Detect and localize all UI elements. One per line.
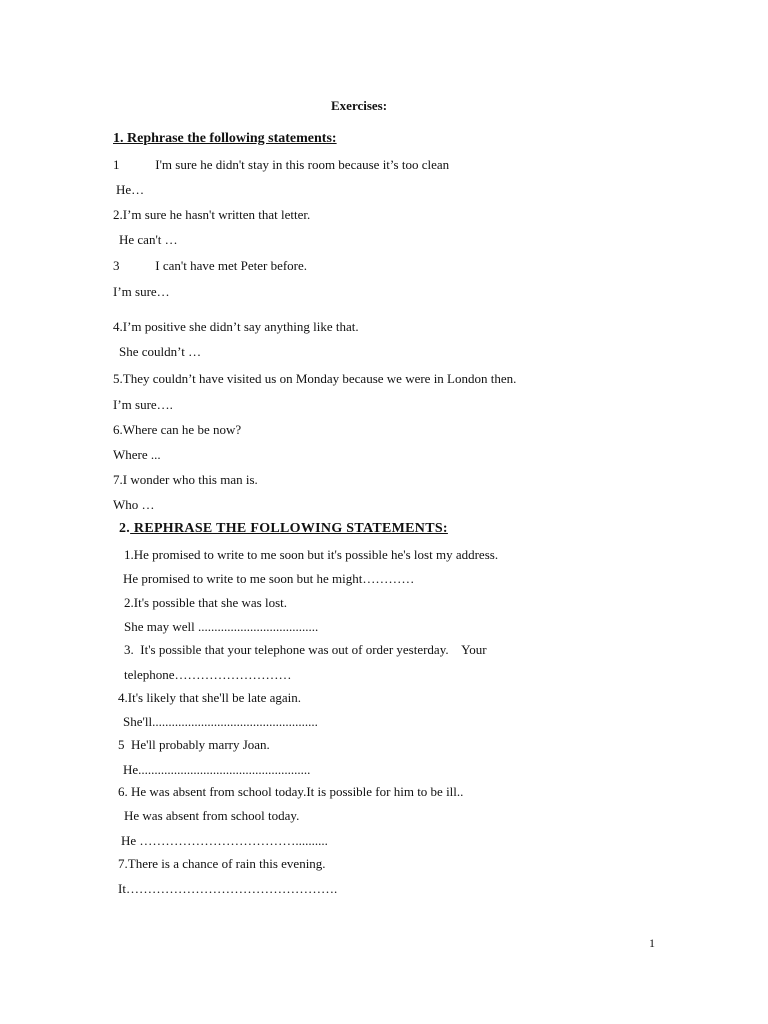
exercise-line: 1.He promised to write to me soon but it's possible he's lost my address. [124, 547, 499, 562]
exercise-line: He promised to write to me soon but he might………… [123, 571, 415, 586]
exercise-line: 1 I'm sure he didn't stay in this room because it’s too clean [113, 157, 450, 172]
section-1-heading: 1. Rephrase the following statements: [113, 131, 337, 146]
section-2-heading [119, 521, 448, 537]
section-2-heading-number: 2. [119, 521, 131, 536]
exercise-line: 5.They couldn’t have visited us on Monday because we were in London then. [113, 371, 517, 386]
exercise-line: 3. It's possible that your telephone was out of order yesterday. Your [124, 642, 487, 657]
exercise-line: 4.I’m positive she didn’t say anything like that. [113, 319, 359, 334]
page-title: Exercises: [331, 98, 388, 113]
section-2-heading-text: REPHRASE THE FOLLOWING STATEMENTS: [130, 521, 448, 536]
exercise-line: He was absent from school today. [124, 808, 300, 823]
exercise-line: 2.It's possible that she was lost. [124, 595, 288, 610]
exercise-line: It…………………………………………. [118, 881, 338, 896]
exercise-line: 2.I’m sure he hasn't written that letter. [113, 207, 311, 222]
exercise-line: I’m sure… [113, 284, 170, 299]
exercise-line: She'll................................................... [123, 714, 318, 729]
exercise-line: Who … [113, 497, 155, 512]
exercise-line: He can't … [119, 232, 178, 247]
exercise-line: He ……………………………….......... [121, 833, 328, 848]
exercise-line: 3 I can't have met Peter before. [113, 258, 308, 273]
exercise-line: telephone……………………… [124, 667, 292, 682]
exercise-line: 6. He was absent from school today.It is possible for him to be ill.. [118, 784, 464, 799]
exercise-line: I’m sure…. [113, 397, 173, 412]
exercise-line: Where ... [113, 447, 161, 462]
exercise-line: 5 He'll probably marry Joan. [118, 737, 270, 752]
exercise-line: 7.I wonder who this man is. [113, 472, 258, 487]
exercise-line: He..................................................... [123, 762, 311, 777]
exercise-line: 6.Where can he be now? [113, 422, 242, 437]
exercise-line: 4.It's likely that she'll be late again. [118, 690, 302, 705]
exercise-line: She may well ..................................... [124, 619, 319, 634]
exercise-line: She couldn’t … [119, 344, 202, 359]
exercise-line: 7.There is a chance of rain this evening. [118, 856, 326, 871]
exercise-line: He… [116, 182, 145, 197]
page-number: 1 [649, 936, 655, 950]
